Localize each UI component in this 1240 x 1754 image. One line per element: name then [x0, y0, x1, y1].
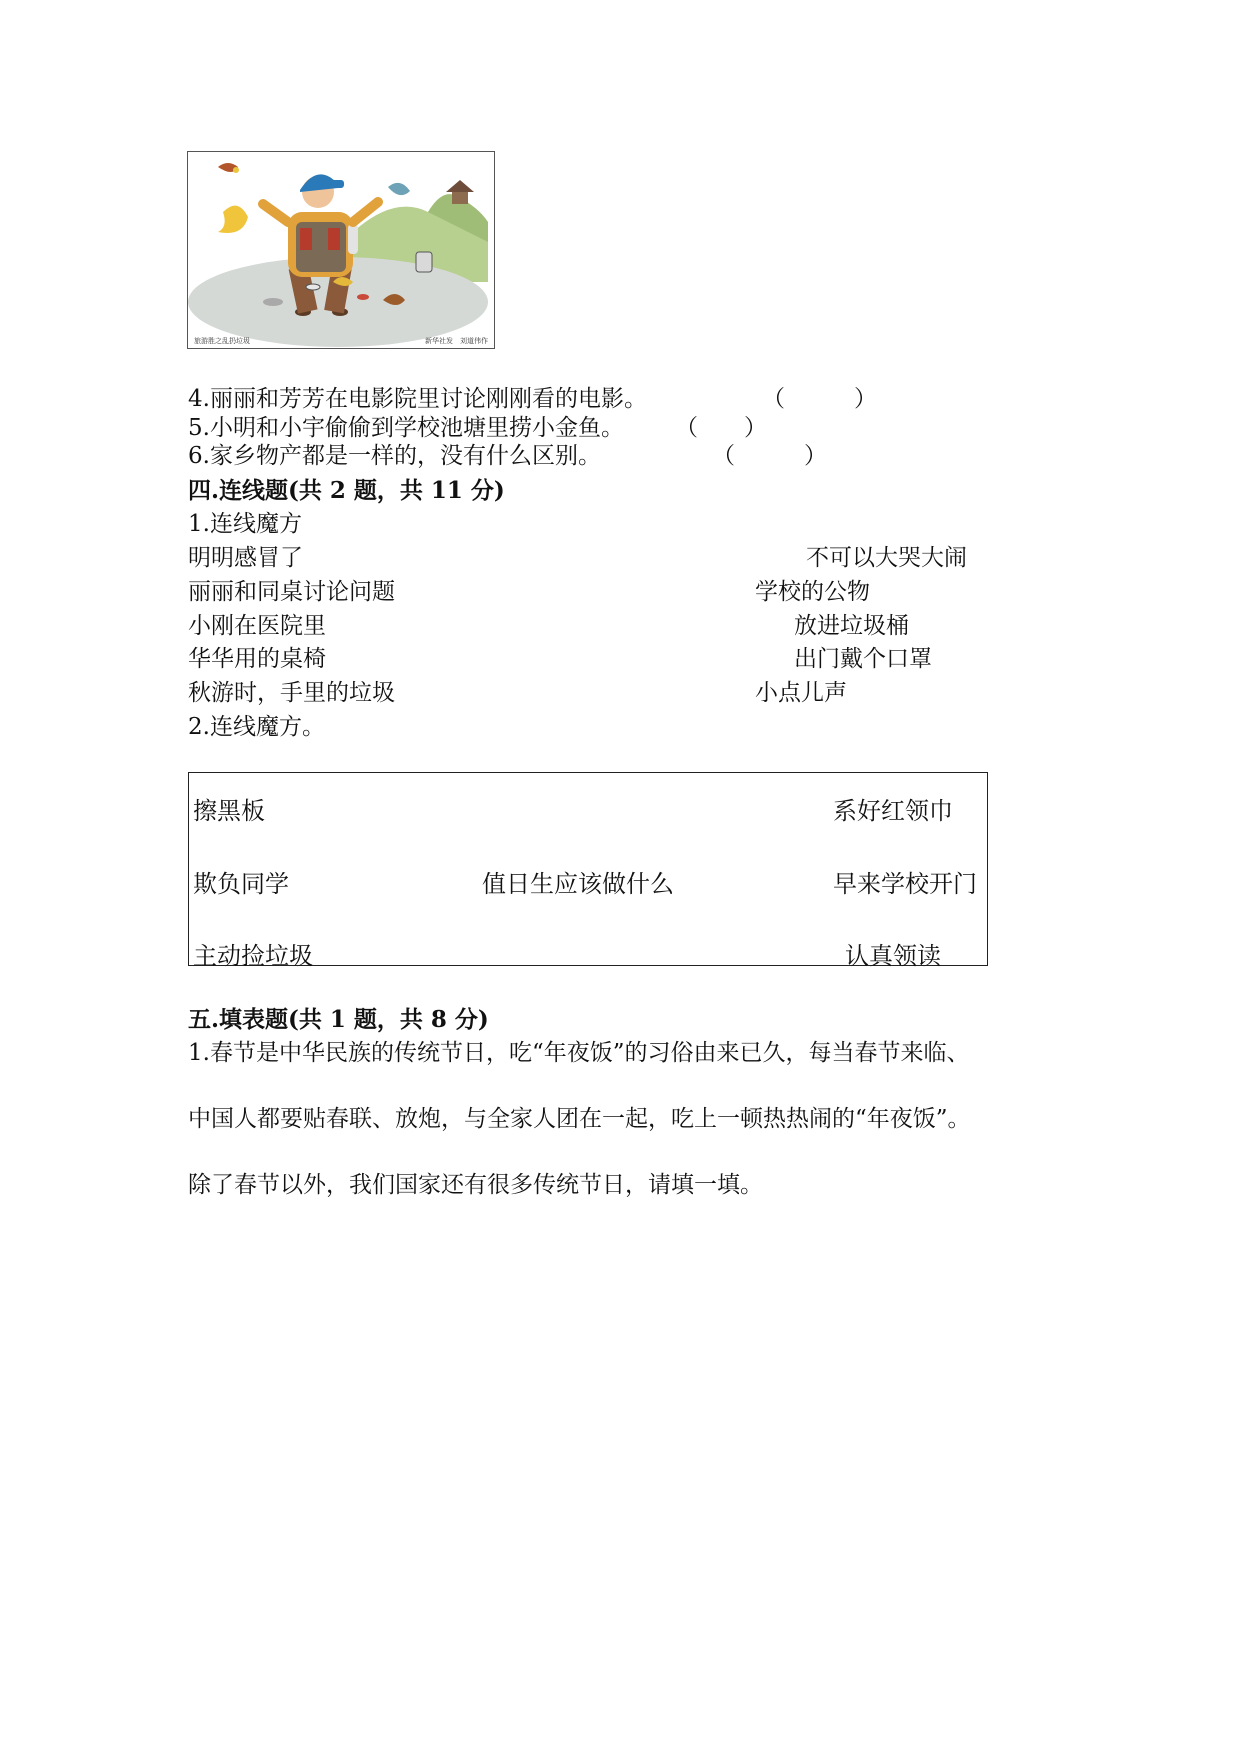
judgement-item-4 — [188, 384, 647, 414]
box-right-item-2[interactable]: 早来学校开门 — [833, 870, 977, 898]
section-5-paragraph-line-3: 除了春节以外，我们国家还有很多传统节日，请填一填。 — [188, 1172, 763, 1198]
q1-right-item-1[interactable]: 不可以大哭大闹 — [806, 545, 967, 571]
judgement-answer-blank-6[interactable]: （ ） — [712, 443, 827, 469]
box-center-topic[interactable]: 值日生应该做什么 — [482, 870, 674, 898]
box-right-item-3[interactable]: 认真领读 — [845, 942, 941, 970]
box-left-item-3[interactable]: 主动捡垃圾 — [193, 942, 313, 970]
section-5-paragraph-line-1: 1.春节是中华民族的传统节日，吃“年夜饭”的习俗由来已久，每当春节来临、 — [188, 1040, 970, 1066]
box-left-item-1[interactable]: 擦黑板 — [193, 797, 265, 825]
q1-left-item-1[interactable]: 明明感冒了 — [188, 545, 303, 571]
judgement-item-text: 5.小明和小宇偷偷到学校池塘里捞小金鱼。 — [188, 415, 624, 441]
box-right-item-1[interactable]: 系好红领巾 — [833, 797, 953, 825]
section-4-heading: 四.连线题(共 2 题，共 11 分) — [188, 477, 505, 504]
judgement-item-text: 6.家乡物产都是一样的，没有什么区别。 — [188, 443, 601, 469]
judgement-item-6 — [188, 441, 601, 471]
section-5-heading: 五.填表题(共 1 题，共 8 分) — [188, 1006, 489, 1033]
judgement-answer-blank-5[interactable]: （ ） — [675, 415, 767, 441]
littering-cartoon-illustration — [187, 151, 495, 349]
q2-title: 2.连线魔方。 — [188, 714, 325, 740]
duty-matching-box — [188, 772, 988, 970]
q1-left-item-2[interactable]: 丽丽和同桌讨论问题 — [188, 579, 395, 605]
judgement-item-5 — [188, 413, 624, 443]
judgement-item-text: 4.丽丽和芳芳在电影院里讨论刚刚看的电影。 — [188, 386, 647, 412]
judgement-answer-blank-4[interactable]: （ ） — [762, 386, 877, 412]
q1-right-item-3[interactable]: 放进垃圾桶 — [794, 613, 909, 639]
illustration-caption-right: 新华社发 刘道伟作 — [425, 337, 488, 345]
q1-left-item-4[interactable]: 华华用的桌椅 — [188, 646, 326, 672]
section-5-paragraph-line-2: 中国人都要贴春联、放炮，与全家人团在一起，吃上一顿热热闹的“年夜饭”。 — [188, 1106, 971, 1132]
q1-left-item-3[interactable]: 小刚在医院里 — [188, 613, 326, 639]
illustration-caption-left: 旅游胜之乱扔垃圾 — [194, 337, 250, 345]
box-left-item-2[interactable]: 欺负同学 — [193, 870, 289, 898]
q1-right-item-5[interactable]: 小点儿声 — [755, 680, 847, 706]
q1-title: 1.连线魔方 — [188, 511, 302, 537]
q1-right-item-2[interactable]: 学校的公物 — [755, 579, 870, 605]
q1-right-item-4[interactable]: 出门戴个口罩 — [794, 646, 932, 672]
q1-left-item-5[interactable]: 秋游时，手里的垃圾 — [188, 680, 395, 706]
